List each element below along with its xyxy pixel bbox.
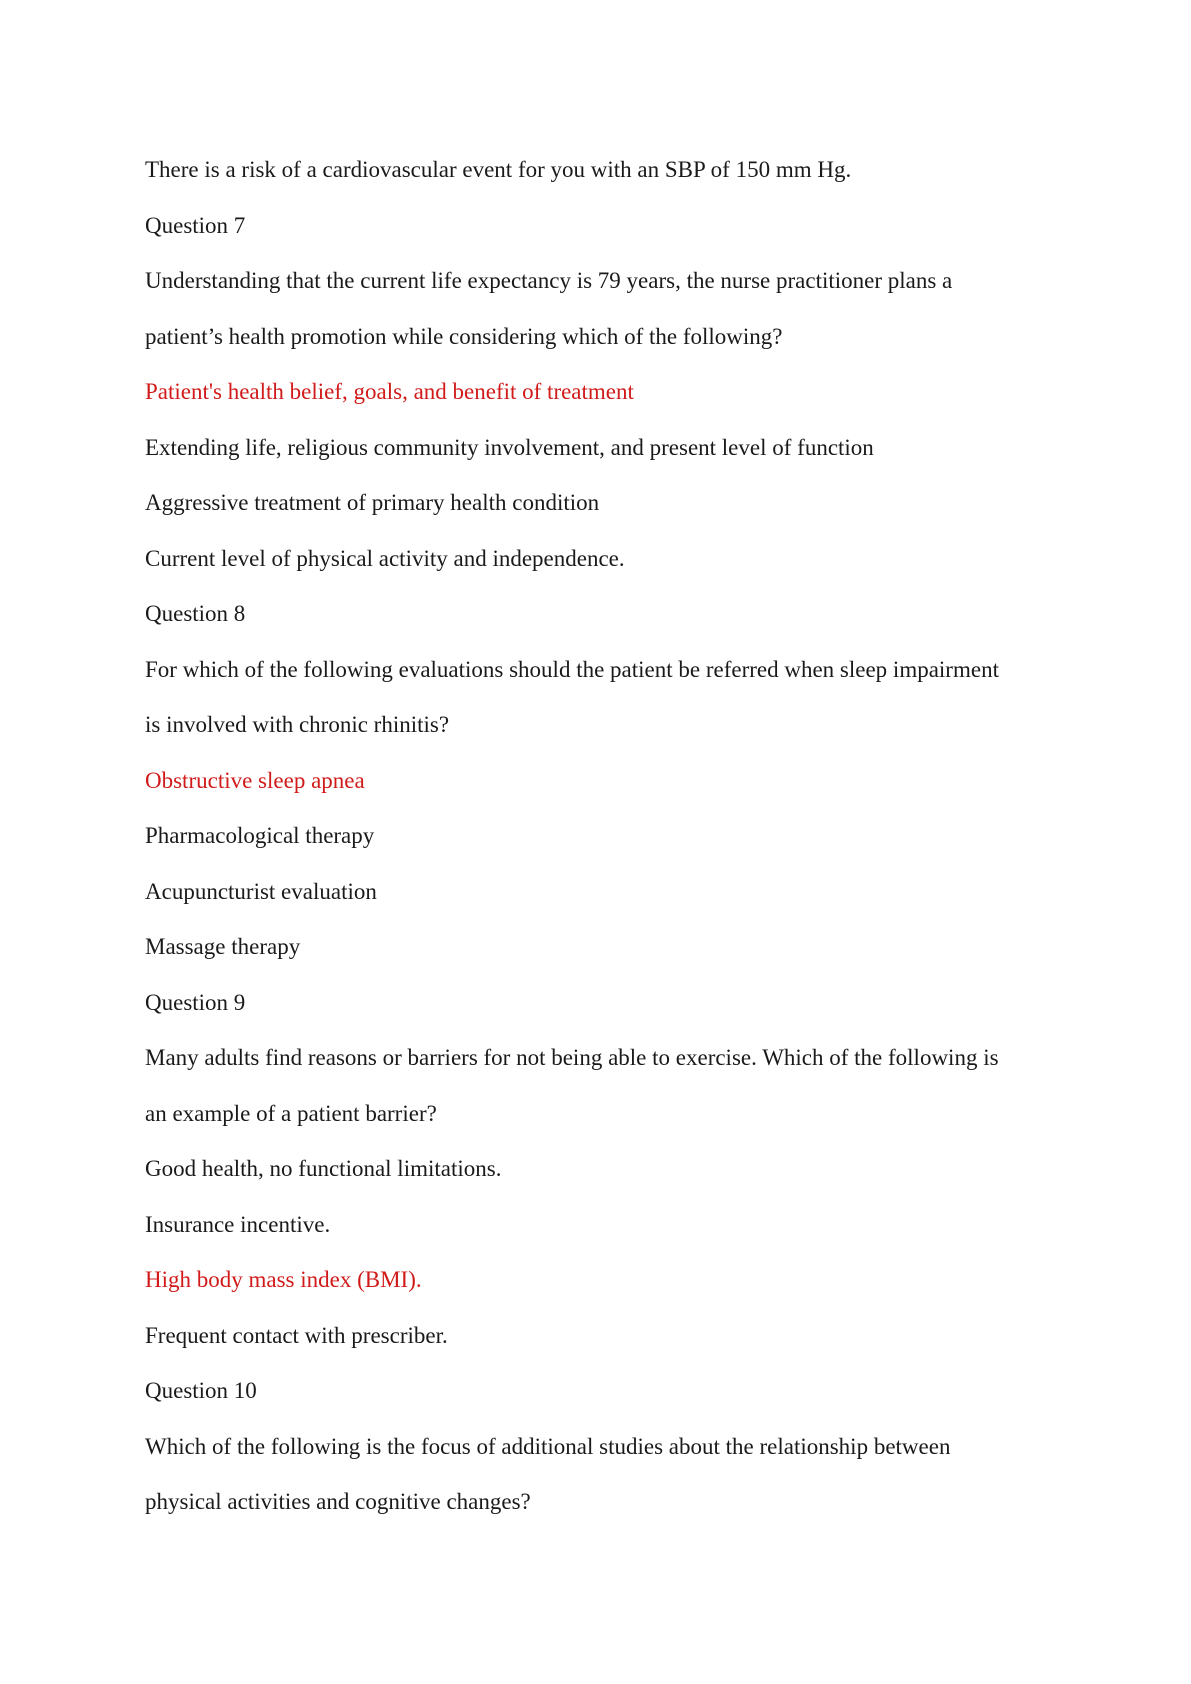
question-heading: Question 10 <box>145 1378 257 1403</box>
text-line: patient’s health promotion while considering which of the following? <box>145 323 783 349</box>
text-line: Aggressive treatment of primary health condition <box>145 490 600 515</box>
text-line: Good health, no functional limitations. <box>145 1156 502 1181</box>
text-line: Extending life, religious community involvement, and present level of function <box>145 434 874 460</box>
text-line: an example of a patient barrier? <box>145 1100 437 1126</box>
correct-answer-option: Obstructive sleep apnea <box>145 767 365 793</box>
correct-answer-option: Patient's health belief, goals, and benefit of treatment <box>145 379 634 404</box>
question-heading: Question 7 <box>145 212 246 238</box>
text-line: Insurance incentive. <box>145 1211 331 1237</box>
text-line: Frequent contact with prescriber. <box>145 1322 448 1348</box>
text-line: Which of the following is the focus of additional studies about the relationship between <box>145 1433 951 1459</box>
text-line: For which of the following evaluations should the patient be referred when sleep impairment <box>145 656 999 682</box>
correct-answer-option: High body mass index (BMI). <box>145 1267 422 1292</box>
text-line: is involved with chronic rhinitis? <box>145 712 450 737</box>
question-heading: Question 8 <box>145 601 246 626</box>
question-heading: Question 9 <box>145 989 246 1015</box>
text-line: Acupuncturist evaluation <box>145 878 377 904</box>
text-line: Understanding that the current life expectancy is 79 years, the nurse practitioner plans a <box>145 268 953 293</box>
text-line: Current level of physical activity and independence. <box>145 545 625 571</box>
text-line: Massage therapy <box>145 934 301 959</box>
text-line: Pharmacological therapy <box>145 823 375 848</box>
text-line: Many adults find reasons or barriers for not being able to exercise. Which of the following is <box>145 1045 999 1070</box>
text-line: There is a risk of a cardiovascular event for you with an SBP of 150 mm Hg. <box>145 157 852 182</box>
document-body <box>145 142 1065 1530</box>
text-line: physical activities and cognitive changes? <box>145 1489 531 1514</box>
